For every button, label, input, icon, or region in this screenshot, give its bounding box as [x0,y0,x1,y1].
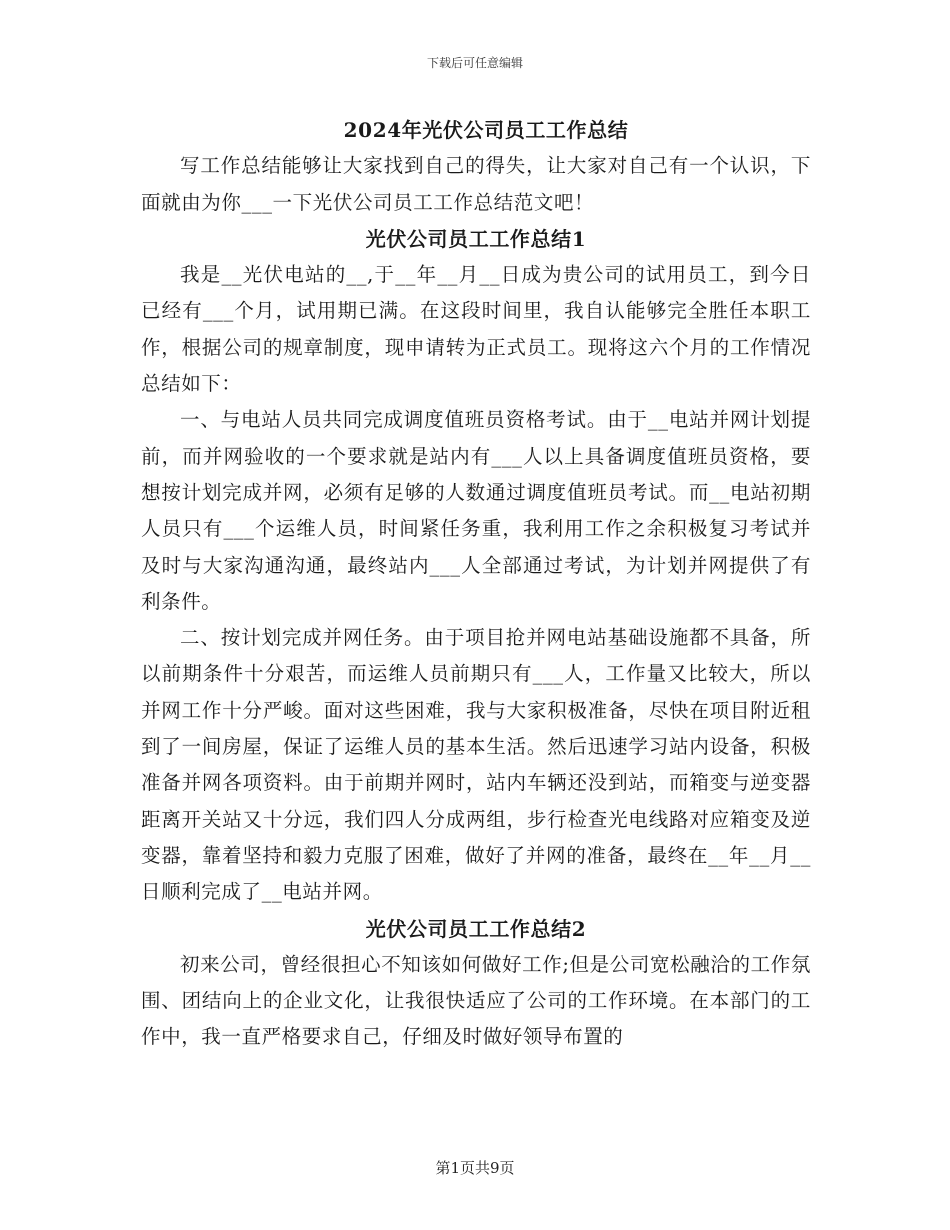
section-1-paragraph: 一、与电站人员共同完成调度值班员资格考试。由于__电站并网计划提前，而并网验收的一个要求就是站内有___人以上具备调度值班员资格，要想按计划完成并网，必须有足够的人数通过调度值班员考试。而__电站初期人员只有___个运维人员，时间紧任务重，我利用工作之余积极复习考试并及时与大家沟通沟通，最终站内___人全部通过考试，为计划并网提供了有利条件。 [141,408,811,613]
section-1-heading: 光伏公司员工工作总结1 [365,226,587,251]
section-1-paragraph: 二、按计划完成并网任务。由于项目抢并网电站基础设施都不具备，所以前期条件十分艰苦，而运维人员前期只有___人，工作量又比较大，所以并网工作十分严峻。面对这些困难，我与大家积极准备，尽快在项目附近租到了一间房屋，保证了运维人员的基本生活。然后迅速学习站内设备，积极准备并网各项资料。由于前期并网时，站内车辆还没到站，而箱变与逆变器距离开关站又十分远，我们四人分成两组，步行检查光电线路对应箱变及逆变器，靠着坚持和毅力克服了困难，做好了并网的准备，最终在__年__月__日顺利完成了__电站并网。 [141,626,811,904]
page-footer: 第1页共9页 [435,1159,515,1177]
section-2-heading: 光伏公司员工工作总结2 [365,916,587,941]
page-header: 下载后可任意编辑 [426,56,523,70]
document-title: 2024年光伏公司员工工作总结 [343,118,629,142]
document-body [141,112,811,1056]
section-2-paragraph: 初来公司，曾经很担心不知该如何做好工作;但是公司宽松融洽的工作氛围、团结向上的企业文化，让我很快适应了公司的工作环境。在本部门的工作中，我一直严格要求自己，仔细及时做好领导布置的 [141,952,811,1049]
section-1-paragraph: 我是__光伏电站的__,于__年__月__日成为贵公司的试用员工，到今日已经有___个月，试用期已满。在这段时间里，我自认能够完全胜任本职工作，根据公司的规章制度，现申请转为正式员工。现将这六个月的工作情况总结如下： [141,263,811,396]
intro-paragraph: 写工作总结能够让大家找到自己的得失，让大家对自己有一个认识，下面就由为你___一下光伏公司员工工作总结范文吧！ [141,154,811,214]
